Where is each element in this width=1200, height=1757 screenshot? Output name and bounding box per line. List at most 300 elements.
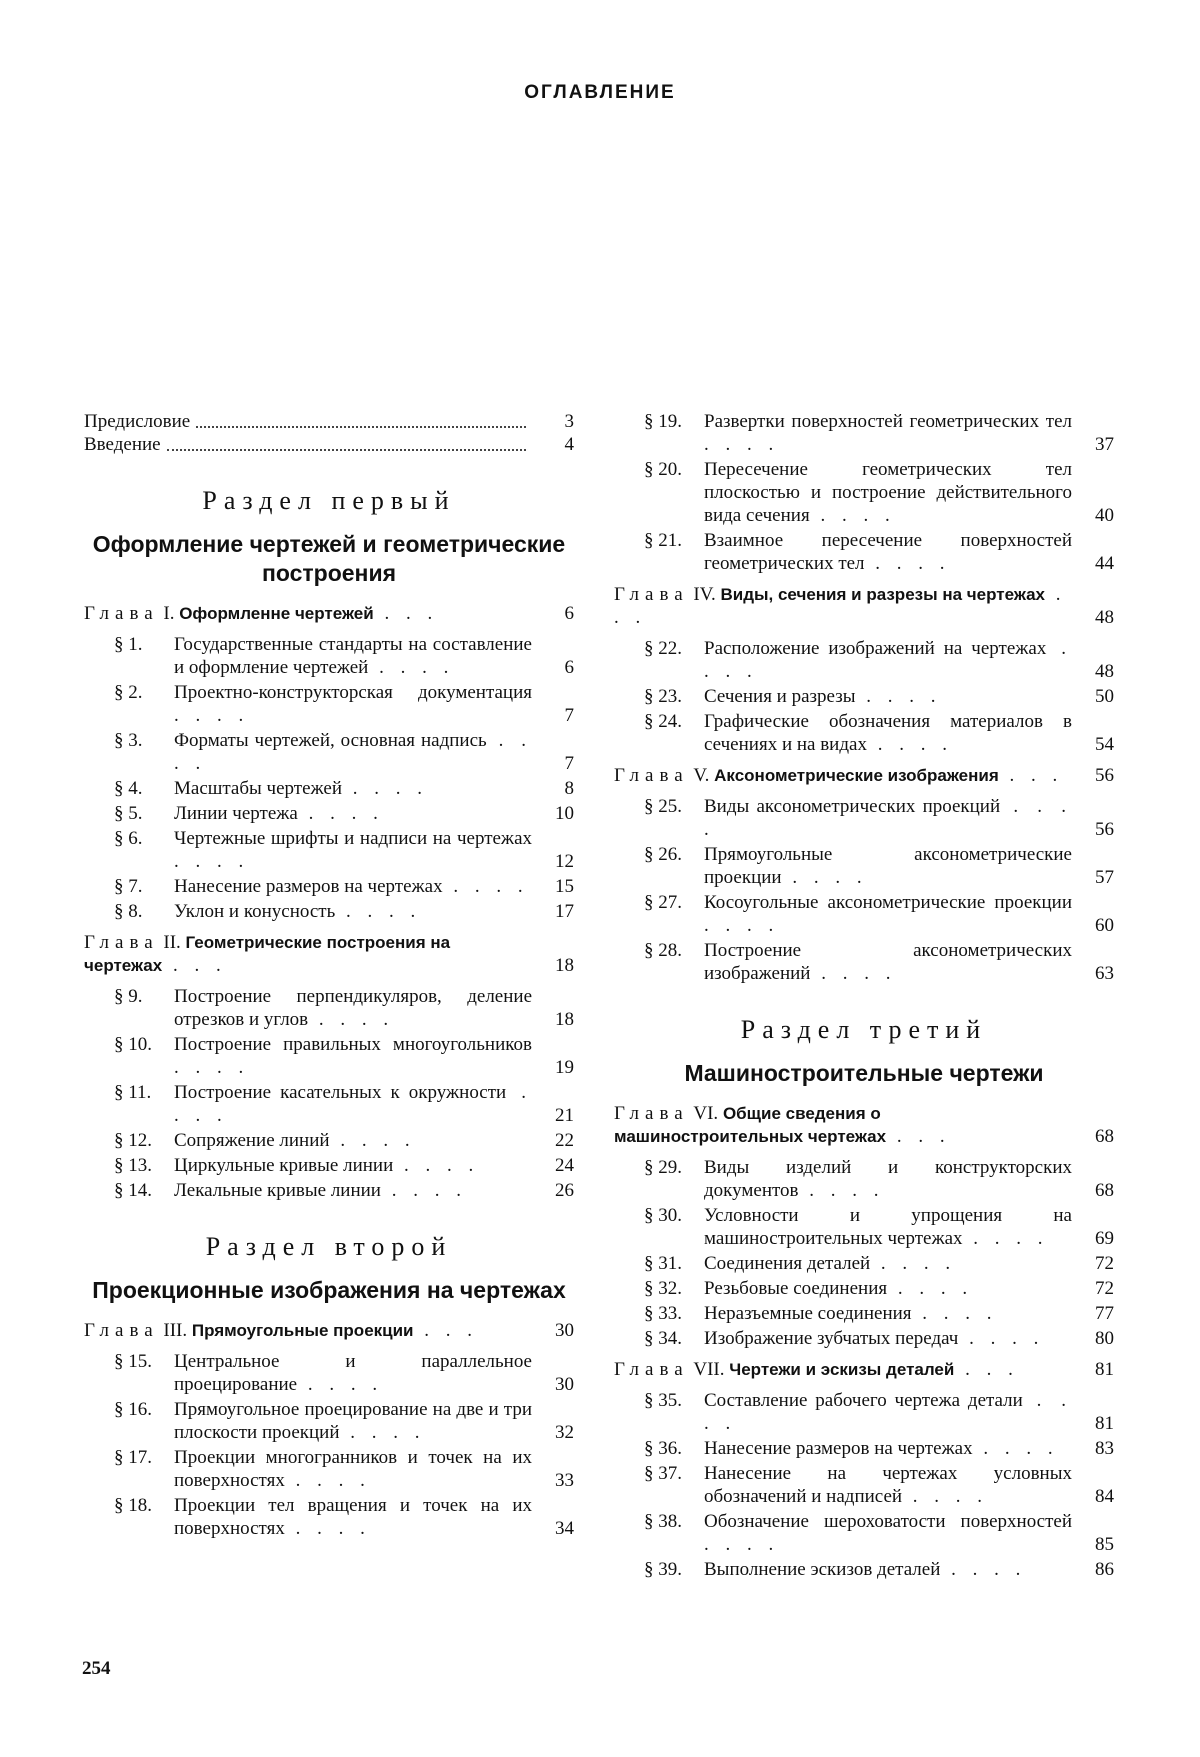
chapter-entry xyxy=(84,602,574,625)
dot-leader: . . . . xyxy=(174,1057,250,1078)
paragraph-entry xyxy=(84,1033,574,1079)
dot-leader: . . . . xyxy=(781,867,868,888)
paragraph-entry xyxy=(84,1446,574,1492)
dot-leader: . . . . xyxy=(972,1438,1059,1459)
paragraph-title-text: Лекальные кривые линии xyxy=(174,1180,381,1201)
dot-leader: . . . . xyxy=(284,1470,371,1491)
toc-entry-page: 4 xyxy=(564,434,574,455)
dot-leader xyxy=(196,426,526,428)
chapter-label xyxy=(84,602,532,625)
paragraph-title-text: Проекции тел вращения и точек на их поверхностях xyxy=(174,1495,532,1539)
paragraph-entry xyxy=(84,1398,574,1444)
paragraph-title-text: Виды аксонометрических проекций xyxy=(704,796,1001,817)
paragraph-entry xyxy=(614,1558,1114,1581)
paragraph-number: § 33. xyxy=(644,1303,682,1324)
paragraph-entry xyxy=(84,729,574,775)
paragraph-entry xyxy=(614,710,1114,756)
chapter-page: 56 xyxy=(1095,765,1114,786)
paragraph-title xyxy=(174,802,532,825)
dot-leader: . . . xyxy=(954,1359,1019,1380)
toc-entry-label xyxy=(84,433,532,456)
paragraph-entry xyxy=(614,1204,1114,1250)
paragraph-page: 12 xyxy=(555,851,574,872)
paragraph-number: § 15. xyxy=(114,1351,152,1372)
paragraph-title xyxy=(704,1204,1072,1250)
paragraph-title-text: Условности и упрощения на машиностроительных чертежах xyxy=(704,1205,1072,1249)
paragraph-page: 63 xyxy=(1095,963,1114,984)
paragraph-title xyxy=(174,729,532,775)
paragraph-title xyxy=(174,1350,532,1396)
paragraph-page: 72 xyxy=(1095,1278,1114,1299)
paragraph-title xyxy=(704,1389,1072,1435)
paragraph-page: 69 xyxy=(1095,1228,1114,1249)
dot-leader: . . . . xyxy=(284,1518,371,1539)
paragraph-number: § 12. xyxy=(114,1130,152,1151)
paragraph-number: § 2. xyxy=(114,682,143,703)
chapter-entry xyxy=(614,1102,1114,1148)
paragraph-title xyxy=(174,1081,532,1127)
paragraph-page: 56 xyxy=(1095,819,1114,840)
chapter-label xyxy=(84,1319,532,1342)
paragraph-title xyxy=(704,458,1072,527)
paragraph-title xyxy=(174,681,532,727)
paragraph-title-text: Циркульные кривые линии xyxy=(174,1155,394,1176)
paragraph-number: § 36. xyxy=(644,1438,682,1459)
dot-leader: . . . . xyxy=(393,1155,480,1176)
paragraph-title-text: Центральное и параллельное проецирование xyxy=(174,1351,532,1395)
dot-leader: . . . . xyxy=(339,1422,426,1443)
paragraph-title xyxy=(174,1398,532,1444)
paragraph-number: § 7. xyxy=(114,876,143,897)
paragraph-title-text: Построение аксонометрических изображений xyxy=(704,940,1072,984)
paragraph-page: 32 xyxy=(555,1422,574,1443)
chapter-number: V. xyxy=(688,765,715,786)
paragraph-page: 83 xyxy=(1095,1438,1114,1459)
paragraph-title-text: Пересечение геометрических тел плоскостью и построение действительного вида сечения xyxy=(704,459,1072,526)
paragraph-title-text: Форматы чертежей, основная надпись xyxy=(174,730,487,751)
paragraph-title xyxy=(174,875,532,898)
dot-leader: . . . xyxy=(162,955,227,976)
paragraph-title-text: Нанесение размеров на чертежах xyxy=(174,876,443,897)
paragraph-entry xyxy=(84,633,574,679)
paragraph-title-text: Построение касательных к окружности xyxy=(174,1082,507,1103)
dot-leader: . . . xyxy=(998,765,1064,786)
paragraph-number: § 28. xyxy=(644,940,682,961)
paragraph-title xyxy=(704,1156,1072,1202)
paragraph-page: 40 xyxy=(1095,505,1114,526)
chapter-page: 30 xyxy=(555,1320,574,1341)
chapter-label xyxy=(614,583,1072,629)
paragraph-title xyxy=(174,777,532,800)
section-title: Проекционные изображения на чертежах xyxy=(92,1277,566,1303)
paragraph-title-text: Косоугольные аксонометрические проекции xyxy=(704,892,1072,913)
paragraph-number: § 14. xyxy=(114,1180,152,1201)
dot-leader: . . . . xyxy=(911,1303,998,1324)
paragraph-title xyxy=(704,891,1072,937)
paragraph-page: 17 xyxy=(555,901,574,922)
paragraph-number: § 29. xyxy=(644,1157,682,1178)
dot-leader: . . . . xyxy=(442,876,529,897)
section-title: Машиностроительные чертежи xyxy=(684,1060,1044,1086)
toc-entry-page: 3 xyxy=(564,411,574,432)
dot-leader: . . . xyxy=(413,1320,479,1341)
paragraph-entry xyxy=(614,1156,1114,1202)
chapter-word: Глава xyxy=(84,603,159,624)
dot-leader: . . . . xyxy=(704,1390,1072,1434)
paragraph-number: § 9. xyxy=(114,986,143,1007)
paragraph-number: § 11. xyxy=(114,1082,152,1103)
paragraph-number: § 25. xyxy=(644,796,682,817)
paragraph-entry xyxy=(614,458,1114,527)
chapter-page: 81 xyxy=(1095,1359,1114,1380)
paragraph-title xyxy=(704,795,1072,841)
paragraph-number: § 13. xyxy=(114,1155,152,1176)
paragraph-number: § 6. xyxy=(114,828,143,849)
paragraph-page: 81 xyxy=(1095,1413,1114,1434)
paragraph-entry xyxy=(614,1327,1114,1350)
paragraph-page: 10 xyxy=(555,803,574,824)
dot-leader: . . . . xyxy=(297,803,384,824)
dot-leader: . . . . xyxy=(940,1559,1027,1580)
dot-leader: . . . . xyxy=(902,1486,989,1507)
paragraph-title xyxy=(174,827,532,873)
paragraph-title xyxy=(174,1033,532,1079)
paragraph-title xyxy=(704,1510,1072,1556)
dot-leader: . . . . xyxy=(704,638,1072,682)
paragraph-title xyxy=(704,1252,1072,1275)
paragraph-entry xyxy=(84,827,574,873)
chapter-word: Глава xyxy=(84,1320,159,1341)
paragraph-page: 37 xyxy=(1095,434,1114,455)
paragraph-page: 6 xyxy=(564,657,574,678)
paragraph-page: 33 xyxy=(555,1470,574,1491)
dot-leader: . . . . xyxy=(798,1180,885,1201)
paragraph-title xyxy=(704,637,1072,683)
dot-leader: . . . . xyxy=(958,1328,1045,1349)
paragraph-entry xyxy=(614,529,1114,575)
chapter-title: Оформленне чертежей xyxy=(179,604,374,623)
chapter-word: Глава xyxy=(84,932,159,953)
paragraph-entry xyxy=(614,1510,1114,1556)
dot-leader: . . . . xyxy=(809,505,896,526)
chapter-page: 18 xyxy=(555,955,574,976)
paragraph-number: § 22. xyxy=(644,638,682,659)
toc-entry xyxy=(84,410,574,433)
toc-left-column xyxy=(84,410,574,1542)
dot-leader: . . . . xyxy=(866,734,953,755)
section-heading: Раздел первый xyxy=(202,486,456,515)
paragraph-page: 30 xyxy=(555,1374,574,1395)
toc-entry-title: Предисловие xyxy=(84,410,194,433)
paragraph-entry xyxy=(614,1277,1114,1300)
chapter-number: IV. xyxy=(688,584,721,605)
paragraph-number: § 35. xyxy=(644,1390,682,1411)
chapter-word: Глава xyxy=(614,1103,689,1124)
chapter-entry xyxy=(614,1358,1114,1381)
toc-entry-title: Введение xyxy=(84,433,165,456)
chapter-word: Глава xyxy=(614,1359,689,1380)
dot-leader: . . . . xyxy=(887,1278,974,1299)
paragraph-page: 7 xyxy=(564,705,574,726)
paragraph-title xyxy=(704,843,1072,889)
chapter-title: Аксонометрические изображения xyxy=(714,766,999,785)
dot-leader xyxy=(167,449,526,451)
paragraph-entry xyxy=(614,795,1114,841)
paragraph-title xyxy=(704,529,1072,575)
paragraph-title-text: Графические обозначения материалов в сечениях и на видах xyxy=(704,711,1072,755)
paragraph-entry xyxy=(84,1494,574,1540)
paragraph-number: § 18. xyxy=(114,1495,152,1516)
paragraph-title xyxy=(174,900,532,923)
dot-leader: . . . . xyxy=(368,657,455,678)
toc-entry xyxy=(84,433,574,456)
paragraph-page: 57 xyxy=(1095,867,1114,888)
paragraph-page: 48 xyxy=(1095,661,1114,682)
section-title: Оформление чертежей и геометрические построения xyxy=(92,531,566,586)
chapter-label xyxy=(614,1358,1072,1381)
paragraph-title-text: Уклон и конусность xyxy=(174,901,336,922)
chapter-word: Глава xyxy=(614,765,689,786)
chapter-entry xyxy=(84,931,574,977)
section-heading: Раздел третий xyxy=(740,1015,988,1044)
paragraph-title xyxy=(704,410,1072,456)
paragraph-number: § 4. xyxy=(114,778,143,799)
paragraph-title-text: Построение перпендикуляров, деление отрезков и углов xyxy=(174,986,532,1030)
paragraph-title-text: Изображение зубчатых передач xyxy=(704,1328,959,1349)
paragraph-page: 72 xyxy=(1095,1253,1114,1274)
paragraph-title-text: Масштабы чертежей xyxy=(174,778,342,799)
paragraph-number: § 10. xyxy=(114,1034,152,1055)
paragraph-title-text: Обозначение шероховатости поверхностей xyxy=(704,1511,1072,1532)
section-heading: Раздел второй xyxy=(205,1232,453,1261)
dot-leader: . . . . xyxy=(864,553,951,574)
paragraph-entry xyxy=(614,410,1114,456)
dot-leader: . . . . xyxy=(855,686,942,707)
toc-right-column xyxy=(614,410,1114,1583)
paragraph-title xyxy=(704,710,1072,756)
paragraph-number: § 20. xyxy=(644,459,682,480)
paragraph-entry xyxy=(614,939,1114,985)
chapter-title: Чертежи и эскизы деталей xyxy=(729,1360,955,1379)
paragraph-page: 77 xyxy=(1095,1303,1114,1324)
dot-leader: . . . xyxy=(373,603,439,624)
dot-leader: . . . . xyxy=(704,434,780,455)
paragraph-title-text: Государственные стандарты на составление и оформление чертежей xyxy=(174,634,532,678)
paragraph-entry xyxy=(84,1081,574,1127)
dot-leader: . . . . xyxy=(174,730,533,774)
paragraph-entry xyxy=(614,1302,1114,1325)
paragraph-title-text: Проекции многогранников и точек на их поверхностях xyxy=(174,1447,532,1491)
paragraph-page: 50 xyxy=(1095,686,1114,707)
paragraph-title-text: Сопряжение линий xyxy=(174,1130,330,1151)
paragraph-entry xyxy=(84,1179,574,1202)
paragraph-title xyxy=(174,1154,532,1177)
paragraph-page: 80 xyxy=(1095,1328,1114,1349)
chapter-entry xyxy=(614,583,1114,629)
paragraph-number: § 3. xyxy=(114,730,143,751)
chapter-entry xyxy=(614,764,1114,787)
paragraph-title-text: Виды изделий и конструкторских документов xyxy=(704,1157,1072,1201)
paragraph-number: § 16. xyxy=(114,1399,152,1420)
chapter-number: I. xyxy=(158,603,180,624)
page-title: ОГЛАВЛЕНИЕ xyxy=(524,82,676,103)
paragraph-title xyxy=(704,685,1072,708)
page-number: 254 xyxy=(82,1658,111,1679)
paragraph-entry xyxy=(614,1437,1114,1460)
dot-leader: . . . . xyxy=(380,1180,467,1201)
dot-leader: . . . . xyxy=(342,778,428,799)
paragraph-title-text: Развертки поверхностей геометрических тел xyxy=(704,411,1072,432)
paragraph-page: 68 xyxy=(1095,1180,1114,1201)
paragraph-title-text: Нанесение на чертежах условных обозначений и надписей xyxy=(704,1463,1072,1507)
paragraph-title-text: Неразъемные соединения xyxy=(704,1303,912,1324)
paragraph-title xyxy=(174,985,532,1031)
chapter-number: II. xyxy=(158,932,186,953)
chapter-label xyxy=(614,764,1072,787)
paragraph-page: 60 xyxy=(1095,915,1114,936)
paragraph-number: § 1. xyxy=(114,634,143,655)
dot-leader: . . . . xyxy=(329,1130,416,1151)
paragraph-title xyxy=(174,1129,532,1152)
paragraph-entry xyxy=(614,1252,1114,1275)
chapter-label xyxy=(614,1102,1072,1148)
paragraph-page: 86 xyxy=(1095,1559,1114,1580)
dot-leader: . . . . xyxy=(174,851,250,872)
chapter-entry xyxy=(84,1319,574,1342)
paragraph-title-text: Расположение изображений на чертежах xyxy=(704,638,1047,659)
paragraph-number: § 34. xyxy=(644,1328,682,1349)
paragraph-number: § 24. xyxy=(644,711,682,732)
paragraph-title-text: Проектно-конструкторская документация xyxy=(174,682,532,703)
paragraph-number: § 31. xyxy=(644,1253,682,1274)
paragraph-page: 22 xyxy=(555,1130,574,1151)
dot-leader: . . . . xyxy=(704,796,1072,840)
paragraph-number: § 39. xyxy=(644,1559,682,1580)
paragraph-title xyxy=(704,1277,1072,1300)
paragraph-entry xyxy=(614,891,1114,937)
paragraph-entry xyxy=(84,1350,574,1396)
paragraph-number: § 21. xyxy=(644,530,682,551)
chapter-title: Геометрические построения на чертежах xyxy=(84,933,451,975)
paragraph-entry xyxy=(614,1462,1114,1508)
dot-leader: . . . . xyxy=(297,1374,384,1395)
chapter-number: VI. xyxy=(688,1103,723,1124)
chapter-number: III. xyxy=(158,1320,192,1341)
toc-entry-label xyxy=(84,410,532,433)
chapter-title: Виды, сечения и разрезы на чертежах xyxy=(720,585,1045,604)
chapter-number: VII. xyxy=(688,1359,730,1380)
paragraph-title xyxy=(174,633,532,679)
paragraph-number: § 17. xyxy=(114,1447,152,1468)
paragraph-number: § 5. xyxy=(114,803,143,824)
paragraph-title xyxy=(704,1437,1072,1460)
dot-leader: . . . . xyxy=(962,1228,1049,1249)
paragraph-number: § 26. xyxy=(644,844,682,865)
dot-leader: . . . xyxy=(614,584,1067,628)
paragraph-title-text: Выполнение эскизов деталей xyxy=(704,1559,941,1580)
paragraph-number: § 8. xyxy=(114,901,143,922)
chapter-word: Глава xyxy=(614,584,689,605)
dot-leader: . . . . xyxy=(704,1534,780,1555)
paragraph-title xyxy=(704,1327,1072,1350)
paragraph-page: 44 xyxy=(1095,553,1114,574)
paragraph-title xyxy=(704,939,1072,985)
paragraph-number: § 19. xyxy=(644,411,682,432)
paragraph-title xyxy=(174,1179,532,1202)
paragraph-entry xyxy=(614,1389,1114,1435)
paragraph-title-text: Линии чертежа xyxy=(174,803,298,824)
chapter-title: Прямоугольные проекции xyxy=(191,1321,414,1340)
paragraph-entry xyxy=(84,875,574,898)
dot-leader: . . . . xyxy=(810,963,897,984)
paragraph-page: 21 xyxy=(555,1105,574,1126)
paragraph-number: § 30. xyxy=(644,1205,682,1226)
chapter-page: 68 xyxy=(1095,1126,1114,1147)
paragraph-page: 84 xyxy=(1095,1486,1114,1507)
paragraph-number: § 38. xyxy=(644,1511,682,1532)
chapter-page: 48 xyxy=(1095,607,1114,628)
paragraph-page: 26 xyxy=(555,1180,574,1201)
dot-leader: . . . xyxy=(886,1126,951,1147)
paragraph-entry xyxy=(84,777,574,800)
paragraph-entry xyxy=(84,985,574,1031)
paragraph-title xyxy=(704,1558,1072,1581)
dot-leader: . . . . xyxy=(870,1253,957,1274)
dot-leader: . . . . xyxy=(174,705,250,726)
paragraph-page: 34 xyxy=(555,1518,574,1539)
paragraph-title xyxy=(174,1494,532,1540)
chapter-page: 6 xyxy=(564,603,574,624)
paragraph-entry xyxy=(84,802,574,825)
paragraph-title-text: Построение правильных многоугольников xyxy=(174,1034,532,1055)
paragraph-entry xyxy=(84,1154,574,1177)
paragraph-page: 18 xyxy=(555,1009,574,1030)
paragraph-page: 24 xyxy=(555,1155,574,1176)
dot-leader: . . . . xyxy=(308,1009,395,1030)
paragraph-entry xyxy=(84,900,574,923)
paragraph-title xyxy=(704,1302,1072,1325)
paragraph-title xyxy=(174,1446,532,1492)
paragraph-entry xyxy=(614,843,1114,889)
paragraph-page: 15 xyxy=(555,876,574,897)
dot-leader: . . . . xyxy=(335,901,422,922)
paragraph-page: 19 xyxy=(555,1057,574,1078)
dot-leader: . . . . xyxy=(704,915,780,936)
paragraph-number: § 27. xyxy=(644,892,682,913)
paragraph-title-text: Сечения и разрезы xyxy=(704,686,856,707)
paragraph-number: § 32. xyxy=(644,1278,682,1299)
paragraph-page: 8 xyxy=(564,778,574,799)
paragraph-title-text: Нанесение размеров на чертежах xyxy=(704,1438,973,1459)
paragraph-title-text: Прямоугольное проецирование на две и три плоскости проекций xyxy=(174,1399,532,1443)
paragraph-entry xyxy=(84,681,574,727)
paragraph-title-text: Чертежные шрифты и надписи на чертежах xyxy=(174,828,532,849)
chapter-title: Общие сведения о машиностроительных чертежах xyxy=(614,1104,887,1146)
paragraph-title-text: Резьбовые соединения xyxy=(704,1278,888,1299)
paragraph-number: § 23. xyxy=(644,686,682,707)
paragraph-title-text: Соединения деталей xyxy=(704,1253,871,1274)
paragraph-page: 54 xyxy=(1095,734,1114,755)
paragraph-title-text: Прямоугольные аксонометрические проекции xyxy=(704,844,1072,888)
paragraph-page: 85 xyxy=(1095,1534,1114,1555)
paragraph-entry xyxy=(614,637,1114,683)
paragraph-entry xyxy=(614,685,1114,708)
paragraph-page: 7 xyxy=(564,753,574,774)
dot-leader: . . . . xyxy=(174,1082,533,1126)
paragraph-title xyxy=(704,1462,1072,1508)
paragraph-entry xyxy=(84,1129,574,1152)
paragraph-title-text: Взаимное пересечение поверхностей геометрических тел xyxy=(704,530,1072,574)
